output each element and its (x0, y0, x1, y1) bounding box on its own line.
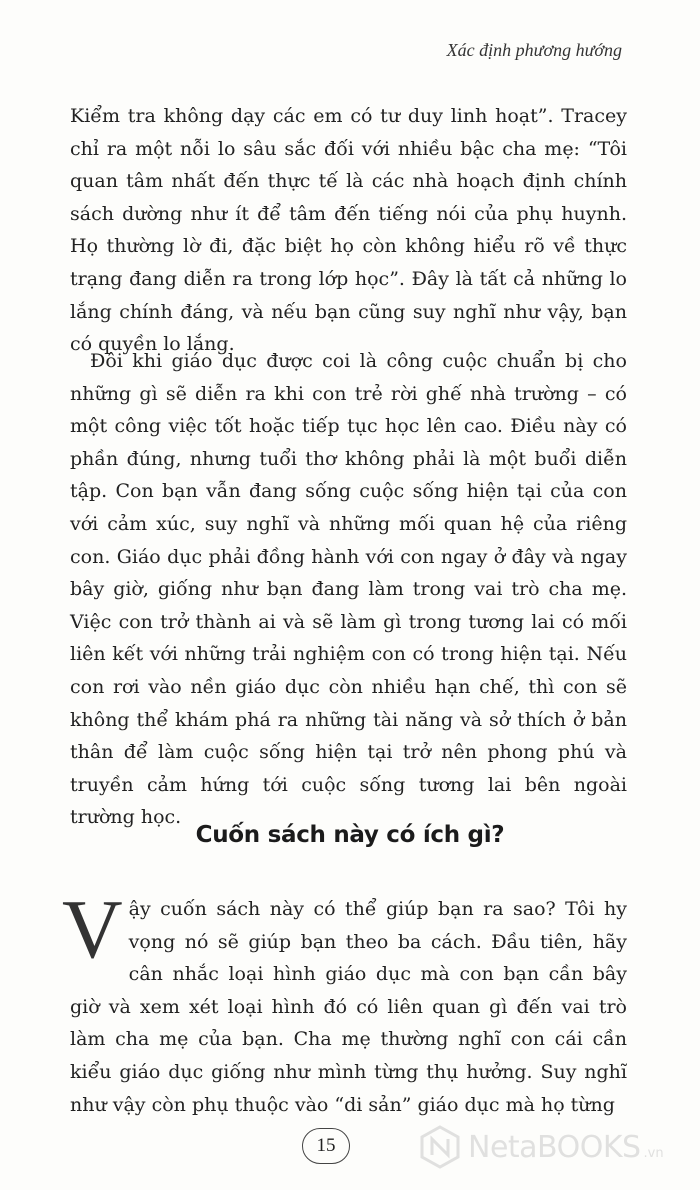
page-number: 15 (302, 1128, 350, 1164)
watermark-suffix: .vn (643, 1145, 664, 1161)
body-paragraph-2: Đôi khi giáo dục được coi là công cuộc chuẩn bị cho những gì sẽ diễn ra khi con trẻ rời ghế nhà trường – có một công việc tốt hoặc tiếp tục học lên cao. Điều này có phần đúng, nhưng tuổi thơ không phải là một buổi diễn tập. Con bạn vẫn đang sống cuộc sống hiện tại của con với cảm xúc, suy nghĩ và những mối quan hệ của riêng con. Giáo dục phải đồng hành với con ngay ở đây và ngay bây giờ, giống như bạn đang làm trong vai trò cha mẹ. Việc con trở thành ai và sẽ làm gì trong tương lai có mối liên kết với những trải nghiệm con có trong hiện tại. Nếu con rơi vào nền giáo dục còn nhiều hạn chế, thì con sẽ không thể khám phá ra những tài năng và sở thích ở bản thân để làm cuộc sống hiện tại trở nên phong phú và truyền cảm hứng tới cuộc sống tương lai bên ngoài trường học. (70, 350, 627, 829)
section-heading: Cuốn sách này có ích gì? (195, 822, 505, 848)
body-paragraph-1: Kiểm tra không dạy các em có tư duy linh hoạt”. Tracey chỉ ra một nỗi lo sâu sắc đối với nhiều bậc cha mẹ: “Tôi quan tâm nhất đến thực tế là các nhà hoạch định chính sách dường như ít để tâm đến tiếng nói của phụ huynh. Họ thường lờ đi, đặc biệt họ còn không hiểu rõ về thực trạng đang diễn ra trong lớp học”. Đây là tất cả những lo lắng chính đáng, và nếu bạn cũng suy nghĩ như vậy, bạn có quyền lo lắng. (70, 105, 627, 356)
body-paragraph-3 (62, 883, 627, 1121)
netabooks-logo-icon (418, 1125, 462, 1169)
watermark-brand: NetaBOOKS (468, 1129, 641, 1165)
running-header-title: Xác định phương hướng (446, 40, 622, 60)
watermark (418, 1125, 664, 1169)
drop-cap: V (62, 883, 123, 976)
body-paragraph-3-text: ậy cuốn sách này có thể giúp bạn ra sao? Tôi hy vọng nó sẽ giúp bạn theo ba cách. Đầu tiên, hãy cân nhắc loại hình giáo dục mà con bạn cần bây giờ và xem xét loại hình đó có liên quan gì đến vai trò làm cha mẹ của bạn. Cha mẹ thường nghĩ con cái cần kiểu giáo dục giống như mình từng thụ hưởng. Suy nghĩ như vậy còn phụ thuộc vào “di sản” giáo dục mà họ từng (70, 898, 627, 1116)
